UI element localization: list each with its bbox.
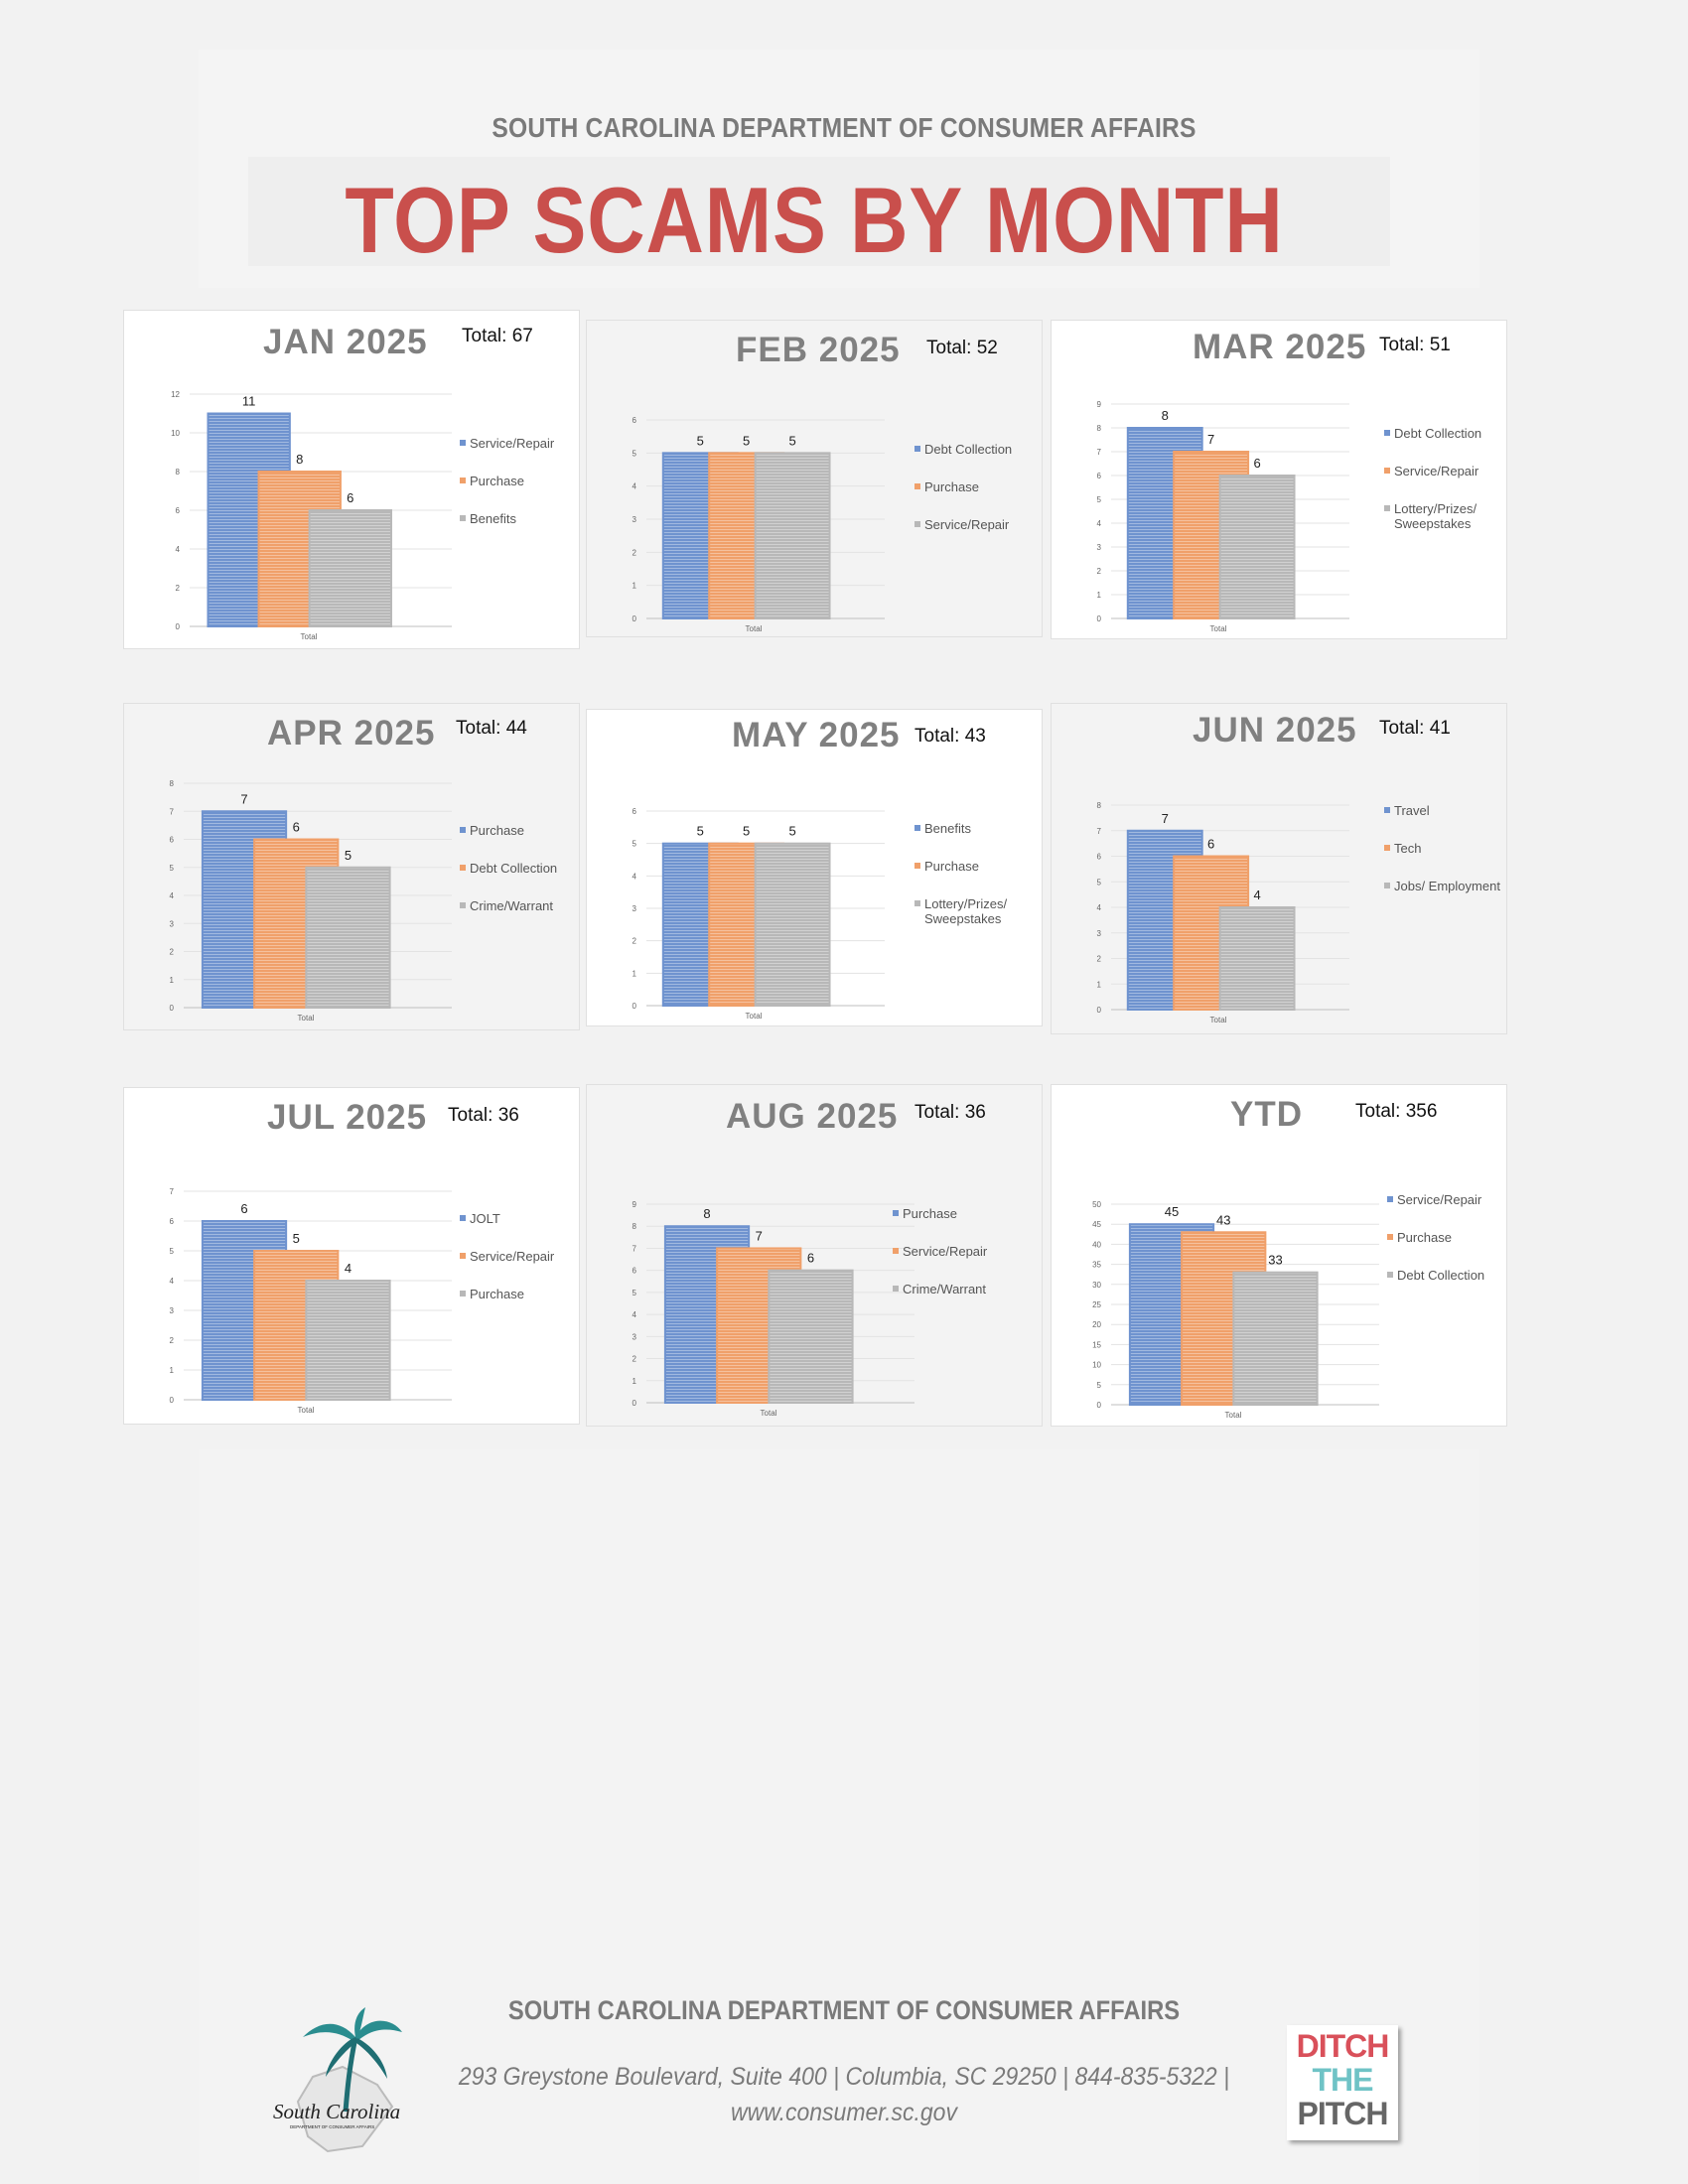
y-tick-label: 50 [1092, 1200, 1101, 1209]
y-tick-label: 8 [1096, 424, 1101, 433]
y-tick-label: 0 [1096, 1006, 1101, 1015]
y-tick-label: 5 [632, 449, 636, 459]
bar-service-repair [756, 453, 830, 618]
chart-card [123, 1087, 580, 1425]
y-tick-label: 6 [632, 807, 636, 816]
page-title: TOP SCAMS BY MONTH [345, 168, 1284, 272]
x-category-label: Total [297, 1406, 315, 1415]
y-tick-label: 3 [1096, 928, 1101, 938]
y-tick-label: 5 [1096, 878, 1101, 887]
data-label: 5 [743, 433, 751, 449]
legend-item [460, 474, 589, 488]
data-label: 6 [347, 490, 354, 505]
chart-total: Total: 52 [926, 338, 998, 358]
legend-label: Service/Repair [470, 1249, 555, 1264]
legend-label: Purchase [924, 859, 979, 874]
chart-title: AUG 2025 [726, 1097, 899, 1136]
y-tick-label: 3 [169, 919, 174, 929]
legend-item [1384, 879, 1513, 893]
legend-swatch [1387, 1272, 1393, 1278]
y-tick-label: 8 [632, 1222, 636, 1232]
y-tick-label: 1 [632, 581, 636, 591]
chart-card [123, 703, 580, 1030]
legend-swatch [460, 440, 466, 446]
legend-swatch [1384, 468, 1390, 474]
svg-text:DEPARTMENT OF CONSUMER AFFAIRS: DEPARTMENT OF CONSUMER AFFAIRS [290, 2124, 375, 2129]
y-tick-label: 25 [1092, 1300, 1101, 1309]
y-tick-label: 4 [632, 1310, 636, 1320]
data-label: 8 [703, 1206, 711, 1222]
y-tick-label: 10 [171, 429, 180, 438]
y-tick-label: 0 [1096, 614, 1101, 623]
legend-item [1384, 464, 1513, 478]
y-tick-label: 12 [171, 390, 180, 399]
ditch-logo-word: DITCH [1296, 2028, 1389, 2064]
chart-title: FEB 2025 [736, 331, 901, 369]
y-tick-label: 40 [1092, 1240, 1101, 1250]
y-tick-label: 4 [632, 872, 636, 882]
chart-total: Total: 36 [448, 1105, 519, 1126]
legend-label: Benefits [924, 821, 971, 836]
legend-label: Debt Collection [924, 442, 1013, 457]
chart-total: Total: 51 [1379, 335, 1451, 355]
y-tick-label: 1 [1096, 980, 1101, 990]
y-tick-label: 7 [169, 807, 174, 817]
y-tick-label: 2 [175, 584, 180, 593]
y-tick-label: 1 [632, 1376, 636, 1386]
y-tick-label: 9 [632, 1200, 636, 1209]
legend-item [460, 1211, 589, 1226]
legend-swatch [460, 1253, 466, 1259]
data-label: 4 [1253, 887, 1261, 902]
legend-label: Benefits [470, 511, 516, 526]
legend-item [1387, 1268, 1516, 1283]
chart-title: MAR 2025 [1193, 328, 1367, 366]
y-tick-label: 6 [169, 835, 174, 845]
bar-debt-collection [1233, 1273, 1317, 1405]
data-label: 5 [696, 823, 704, 839]
y-tick-label: 2 [169, 1336, 174, 1345]
chart-card [1051, 1084, 1507, 1427]
legend-swatch [914, 900, 920, 906]
data-label: 6 [240, 1201, 248, 1216]
y-tick-label: 0 [175, 622, 180, 631]
legend-swatch [914, 521, 920, 527]
legend-item [893, 1206, 1022, 1221]
legend-swatch [1384, 505, 1390, 511]
y-tick-label: 30 [1092, 1280, 1101, 1290]
y-tick-label: 6 [632, 416, 636, 425]
legend-label: Tech [1394, 841, 1422, 856]
legend-item [914, 517, 1044, 532]
x-category-label: Total [297, 1014, 315, 1023]
y-tick-label: 3 [632, 515, 636, 524]
legend-label: Jobs/ Employment [1394, 879, 1500, 893]
y-tick-label: 0 [169, 1396, 174, 1405]
y-tick-label: 3 [1096, 543, 1101, 552]
y-tick-label: 8 [175, 468, 180, 477]
y-tick-label: 1 [1096, 591, 1101, 600]
x-category-label: Total [760, 1409, 777, 1418]
legend-swatch [893, 1248, 899, 1254]
y-tick-label: 4 [175, 545, 180, 554]
legend-swatch [914, 863, 920, 869]
data-label: 5 [788, 823, 796, 839]
legend-item [460, 823, 589, 838]
legend-swatch [1384, 883, 1390, 888]
legend-swatch [1384, 845, 1390, 851]
legend-label: Lottery/Prizes/ Sweepstakes [1394, 501, 1477, 531]
y-tick-label: 0 [632, 614, 636, 623]
legend-label: Debt Collection [1397, 1268, 1485, 1283]
y-tick-label: 3 [632, 904, 636, 913]
chart-total: Total: 67 [462, 326, 533, 346]
chart-title: YTD [1230, 1095, 1303, 1134]
data-label: 7 [1207, 432, 1215, 447]
y-tick-label: 5 [1096, 495, 1101, 504]
data-label: 7 [240, 791, 248, 807]
chart-title: APR 2025 [267, 714, 436, 752]
legend-label: Service/Repair [924, 517, 1010, 532]
legend-item [460, 898, 589, 913]
bar-lottery-prizes-sweepstakes [1220, 476, 1295, 618]
legend-label: Purchase [470, 474, 524, 488]
y-tick-label: 5 [169, 863, 174, 873]
y-tick-label: 0 [632, 1399, 636, 1408]
data-label: 5 [696, 433, 704, 449]
legend-label: Service/Repair [1394, 464, 1479, 478]
legend-item [1387, 1230, 1516, 1245]
ditch-logo-word: PITCH [1297, 2096, 1388, 2131]
y-tick-label: 15 [1092, 1340, 1101, 1350]
y-tick-label: 45 [1092, 1220, 1101, 1230]
legend-label: Lottery/Prizes/ Sweepstakes [924, 896, 1008, 926]
data-label: 5 [788, 433, 796, 449]
legend-item [460, 1249, 589, 1264]
y-tick-label: 3 [632, 1332, 636, 1342]
y-tick-label: 35 [1092, 1260, 1101, 1270]
legend-label: Purchase [924, 479, 979, 494]
y-tick-label: 5 [1096, 1380, 1101, 1390]
data-label: 5 [344, 847, 352, 863]
chart-legend [1387, 1192, 1516, 1305]
legend-swatch [460, 902, 466, 908]
y-tick-label: 5 [632, 1288, 636, 1297]
legend-item [914, 479, 1044, 494]
legend-swatch [893, 1286, 899, 1292]
x-category-label: Total [1224, 1411, 1242, 1420]
data-label: 45 [1164, 1204, 1180, 1220]
y-tick-label: 5 [632, 839, 636, 849]
data-label: 43 [1216, 1212, 1231, 1228]
chart-card [586, 1084, 1043, 1427]
y-tick-label: 1 [632, 969, 636, 979]
chart-card [123, 310, 580, 649]
chart-legend [914, 821, 1044, 949]
chart-total: Total: 356 [1355, 1101, 1438, 1122]
y-tick-label: 0 [632, 1002, 636, 1011]
legend-label: Purchase [1397, 1230, 1452, 1245]
chart-title: MAY 2025 [732, 716, 901, 754]
legend-swatch [1387, 1234, 1393, 1240]
data-label: 7 [1161, 810, 1169, 826]
y-tick-label: 0 [169, 1004, 174, 1013]
y-tick-label: 3 [169, 1306, 174, 1315]
legend-label: JOLT [470, 1211, 500, 1226]
chart-total: Total: 43 [914, 726, 986, 747]
legend-swatch [460, 827, 466, 833]
chart-legend [460, 436, 589, 549]
data-label: 5 [292, 1231, 300, 1246]
y-tick-label: 5 [169, 1247, 174, 1256]
legend-item [893, 1244, 1022, 1259]
legend-label: Debt Collection [470, 861, 558, 876]
legend-swatch [1387, 1196, 1393, 1202]
legend-label: Service/Repair [470, 436, 555, 451]
legend-item [460, 436, 589, 451]
legend-swatch [893, 1210, 899, 1216]
y-tick-label: 8 [1096, 801, 1101, 810]
chart-title: JAN 2025 [263, 323, 428, 361]
chart-card [1051, 320, 1507, 639]
bar-lottery-prizes-sweepstakes [756, 844, 830, 1006]
legend-swatch [460, 478, 466, 483]
y-tick-label: 4 [1096, 519, 1101, 528]
data-label: 8 [296, 452, 304, 467]
legend-swatch [914, 483, 920, 489]
y-tick-label: 6 [169, 1217, 174, 1226]
x-category-label: Total [1209, 1016, 1227, 1024]
chart-legend [460, 823, 589, 936]
chart-title: JUN 2025 [1193, 711, 1357, 750]
legend-item [460, 861, 589, 876]
y-tick-label: 6 [632, 1266, 636, 1276]
data-label: 7 [755, 1228, 763, 1244]
legend-swatch [914, 825, 920, 831]
legend-swatch [460, 1215, 466, 1221]
x-category-label: Total [1209, 624, 1227, 633]
y-tick-label: 4 [169, 891, 174, 900]
legend-label: Service/Repair [903, 1244, 988, 1259]
legend-label: Purchase [470, 1287, 524, 1301]
data-label: 6 [1207, 836, 1215, 852]
chart-card [586, 709, 1043, 1026]
x-category-label: Total [745, 624, 763, 633]
y-tick-label: 4 [632, 481, 636, 491]
data-label: 4 [344, 1261, 352, 1276]
legend-swatch [1384, 807, 1390, 813]
x-category-label: Total [300, 632, 318, 641]
legend-item [460, 1287, 589, 1301]
chart-title: JUL 2025 [267, 1098, 428, 1137]
y-tick-label: 2 [1096, 954, 1101, 964]
legend-label: Travel [1394, 803, 1430, 818]
data-label: 8 [1161, 408, 1169, 423]
ditch-logo-word: THE [1312, 2062, 1373, 2098]
y-tick-label: 6 [1096, 472, 1101, 480]
legend-swatch [460, 1291, 466, 1297]
address-line: 293 Greystone Boulevard, Suite 400 | Columbia, SC 29250 | 844-835-5322 | [458, 2063, 1230, 2091]
chart-total: Total: 36 [914, 1102, 986, 1123]
bar-crime-warrant [306, 868, 389, 1008]
legend-label: Crime/Warrant [903, 1282, 987, 1297]
y-tick-label: 6 [175, 506, 180, 515]
data-label: 5 [743, 823, 751, 839]
legend-label: Service/Repair [1397, 1192, 1482, 1207]
chart-total: Total: 44 [456, 718, 527, 739]
y-tick-label: 7 [1096, 448, 1101, 457]
bar-purchase [306, 1281, 389, 1400]
legend-label: Purchase [470, 823, 524, 838]
data-label: 6 [806, 1250, 815, 1266]
y-tick-label: 2 [1096, 567, 1101, 576]
ditch-the-pitch-logo [1287, 2025, 1398, 2140]
y-tick-label: 2 [632, 548, 636, 558]
chart-total: Total: 41 [1379, 718, 1451, 739]
legend-item [893, 1282, 1022, 1297]
data-label: 11 [241, 393, 256, 409]
data-label: 33 [1268, 1252, 1283, 1268]
legend-swatch [1384, 430, 1390, 436]
y-tick-label: 2 [169, 947, 174, 957]
data-label: 6 [1253, 456, 1261, 471]
y-tick-label: 10 [1092, 1360, 1101, 1370]
legend-item [1384, 841, 1513, 856]
y-tick-label: 4 [1096, 903, 1101, 912]
chart-card [1051, 703, 1507, 1034]
bar-crime-warrant [769, 1271, 852, 1403]
bar-jobs-employment [1220, 907, 1295, 1010]
legend-label: Purchase [903, 1206, 957, 1221]
bar-benefits [310, 510, 391, 626]
chart-legend [893, 1206, 1022, 1319]
legend-item [1384, 426, 1513, 441]
y-tick-label: 7 [632, 1244, 636, 1254]
y-tick-label: 4 [169, 1277, 174, 1286]
legend-swatch [460, 865, 466, 871]
legend-item [914, 859, 1044, 874]
chart-legend [1384, 803, 1513, 916]
data-label: 6 [292, 819, 300, 835]
y-tick-label: 2 [632, 936, 636, 946]
y-tick-label: 0 [1096, 1401, 1101, 1410]
website-link[interactable]: www.consumer.sc.gov [731, 2099, 957, 2126]
y-tick-label: 9 [1096, 400, 1101, 409]
svg-text:South Carolina: South Carolina [273, 2100, 401, 2123]
y-tick-label: 1 [169, 975, 174, 985]
legend-item [914, 896, 1044, 926]
y-tick-label: 20 [1092, 1320, 1101, 1330]
legend-item [914, 821, 1044, 836]
legend-item [460, 511, 589, 526]
chart-card [586, 320, 1043, 637]
footer-org-name: SOUTH CAROLINA DEPARTMENT OF CONSUMER AFFAIRS [507, 1995, 1181, 2025]
y-tick-label: 7 [1096, 826, 1101, 836]
y-tick-label: 2 [632, 1354, 636, 1364]
legend-swatch [914, 446, 920, 452]
legend-item [914, 442, 1044, 457]
org-name: SOUTH CAROLINA DEPARTMENT OF CONSUMER AFFAIRS [492, 112, 1196, 143]
legend-label: Crime/Warrant [470, 898, 554, 913]
x-category-label: Total [745, 1012, 763, 1021]
y-tick-label: 1 [169, 1366, 174, 1375]
y-tick-label: 7 [169, 1187, 174, 1196]
legend-item [1384, 803, 1513, 818]
y-tick-label: 6 [1096, 852, 1101, 862]
chart-legend [1384, 426, 1513, 554]
chart-legend [914, 442, 1044, 555]
chart-legend [460, 1211, 589, 1324]
legend-item [1387, 1192, 1516, 1207]
legend-swatch [460, 515, 466, 521]
legend-item [1384, 501, 1513, 531]
y-tick-label: 8 [169, 779, 174, 788]
legend-label: Debt Collection [1394, 426, 1482, 441]
